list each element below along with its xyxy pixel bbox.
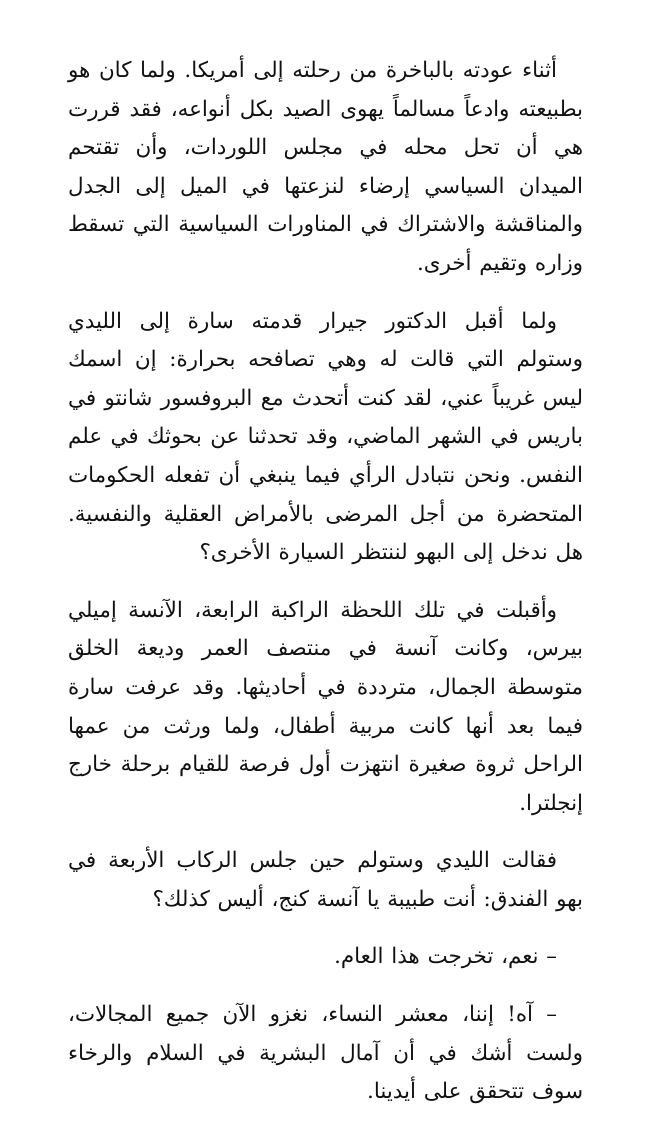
document-page	[68, 52, 583, 1131]
paragraph-3: وأقبلت في تلك اللحظة الراكبة الرابعة، الآنسة إميلي بيرس، وكانت آنسة في منتصف العمر وديعة الخلق متوسطة الجمال، مترددة في أحاديثها. وقد عرفت سارة فيما بعد أنها كانت مربية أطفال، ولما ورثت من عمها الراحل ثروة صغيرة انتهزت أول فرصة للقيام برحلة خارج إنجلترا.	[68, 597, 583, 816]
dialog-line-1: – نعم، تخرجت هذا العام.	[334, 944, 557, 970]
dialog-line-2: – آه! إننا، معشر النساء، نغزو الآن جميع المجالات، ولست أشك في أن آمال البشرية في السلام والرخاء سوف تتحقق على أيدينا.	[68, 1002, 583, 1105]
paragraph-1: أثناء عودته بالباخرة من رحلته إلى أمريكا. ولما كان هو بطبيعته وادعاً مسالماً يهوى الصيد بكل أنواعه، فقد قررت هي أن تحل محله في مجلس اللوردات، وأن تقتحم الميدان السياسي إرضاء لنزعتها في الميل إلى الجدل والمناقشة والاشتراك في المناورات السياسية التي تسقط وزاره وتقيم أخرى.	[68, 58, 583, 276]
paragraph-2: ولما أقبل الدكتور جيرار قدمته سارة إلى الليدي وستولم التي قالت له وهي تصافحه بحرارة: إن اسمك ليس غريباً عني، لقد كنت أتحدث مع البروفسور شانتو في باريس في الشهر الماضي، وقد تحدثنا عن بحوثك في علم النفس. ونحن نتبادل الرأي فيما ينبغي أن تفعله الحكومات المتحضرة من أجل المرضى بالأمراض العقلية والنفسية. هل ندخل إلى البهو لننتظر السيارة الأخرى؟	[68, 308, 583, 566]
paragraph-4: فقالت الليدي وستولم حين جلس الركاب الأربعة في بهو الفندق: أنت طبيبة يا آنسة كنج، أليس كذلك؟	[68, 848, 583, 912]
